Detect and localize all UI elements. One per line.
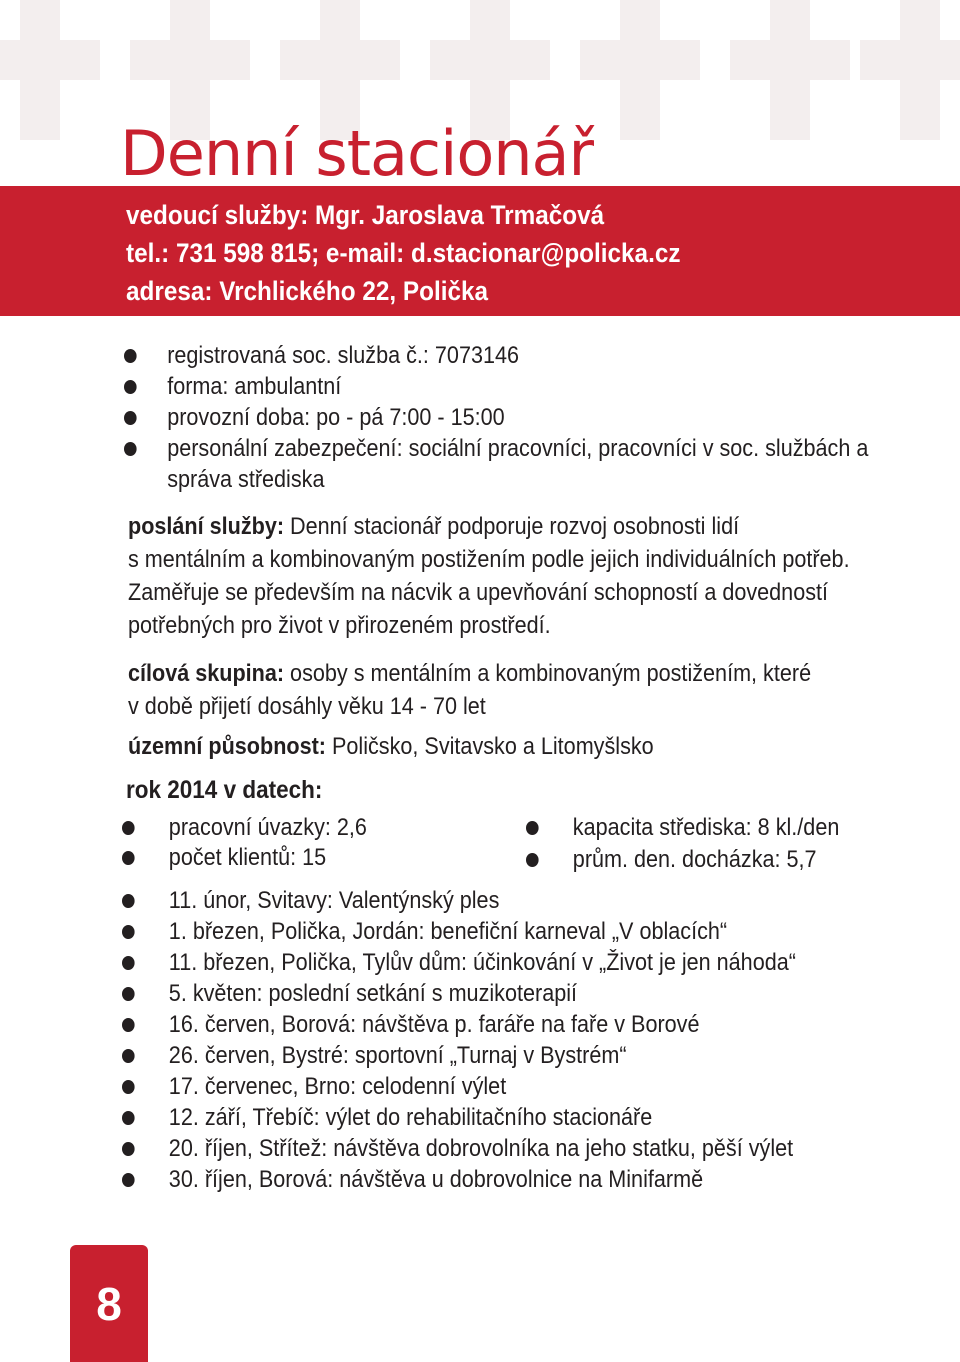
event-item: 17. červenec, Brno: celodenní výlet [122,1071,896,1102]
mission-label: poslání služby: [128,513,285,540]
event-item: 12. září, Třebíč: výlet do rehabilitačního stacionáře [122,1102,896,1133]
bullet-icon [122,1111,135,1125]
event-item: 11. únor, Svitavy: Valentýnský ples [122,885,896,916]
bullet-icon [124,349,137,363]
bullet-icon [124,380,137,394]
list-item: forma: ambulantní [124,371,898,402]
bullet-icon [122,956,135,970]
event-item: 20. říjen, Střítež: návštěva dobrovolníka na jeho statku, pěší výlet [122,1133,896,1164]
page-number: 8 [70,1245,148,1362]
stat-item: počet klientů: 15 [122,842,326,873]
list-item: personální zabezpečení: sociální pracovníci, pracovníci v soc. službách a správa střediska [124,433,869,495]
bullet-icon [122,925,135,939]
stat-item: prům. den. docházka: 5,7 [526,844,817,875]
bullet-icon [122,894,135,908]
stat-item: kapacita střediska: 8 kl./den [526,812,839,843]
stat-item: pracovní úvazky: 2,6 [122,812,367,843]
service-head: vedoucí služby: Mgr. Jaroslava Trmačová [126,200,605,230]
bullet-icon [124,442,137,456]
bullet-icon [526,821,539,835]
mission-paragraph: poslání služby: Denní stacionář podporuje rozvoj osobnosti lidí s mentálním a kombinovaným postižením podle jejich individuálních potřeb. Zaměřuje se především na nácvik a upevňování schopností a dovedností potřebných pro život v přirozeném prostředí. [128,513,850,639]
event-item: 16. červen, Borová: návštěva p. faráře na faře v Borové [122,1009,896,1040]
contact-block [126,196,864,310]
bullet-icon [122,1173,135,1187]
scope-label: územní působnost: [128,733,326,760]
event-item: 5. květen: poslední setkání s muzikoterapií [122,978,896,1009]
bullet-icon [122,1080,135,1094]
bullet-icon [122,1049,135,1063]
page-title: Denní stacionář [120,117,594,190]
bullet-icon [122,987,135,1001]
bullet-icon [122,1018,135,1032]
bullet-icon [122,821,135,835]
event-item: 30. říjen, Borová: návštěva u dobrovolnice na Minifarmě [122,1164,896,1195]
event-item: 26. červen, Bystré: sportovní „Turnaj v Bystrém“ [122,1040,896,1071]
info-list [124,340,898,495]
event-item: 11. březen, Polička, Tylův dům: účinkování v „Život je jen náhoda“ [122,947,896,978]
contact-address: adresa: Vrchlického 22, Polička [126,276,488,306]
bullet-icon [124,411,137,425]
list-item: registrovaná soc. služba č.: 7073146 [124,340,898,371]
list-item: provozní doba: po - pá 7:00 - 15:00 [124,402,898,433]
bullet-icon [122,851,135,865]
target-label: cílová skupina: [128,660,285,687]
events-list [122,885,896,1195]
bullet-icon [526,853,539,867]
event-item: 1. březen, Polička, Jordán: benefiční karneval „V oblacích“ [122,916,896,947]
scope-paragraph: územní působnost: Poličsko, Svitavsko a Litomyšlsko [128,733,654,760]
target-group-paragraph: cílová skupina: osoby s mentálním a kombinovaným postižením, které v době přijetí dosáhly věku 14 - 70 let [128,660,812,720]
contact-tel-email: tel.: 731 598 815; e-mail: d.stacionar@policka.cz [126,238,681,268]
bullet-icon [122,1142,135,1156]
stats-heading: rok 2014 v datech: [126,776,323,804]
